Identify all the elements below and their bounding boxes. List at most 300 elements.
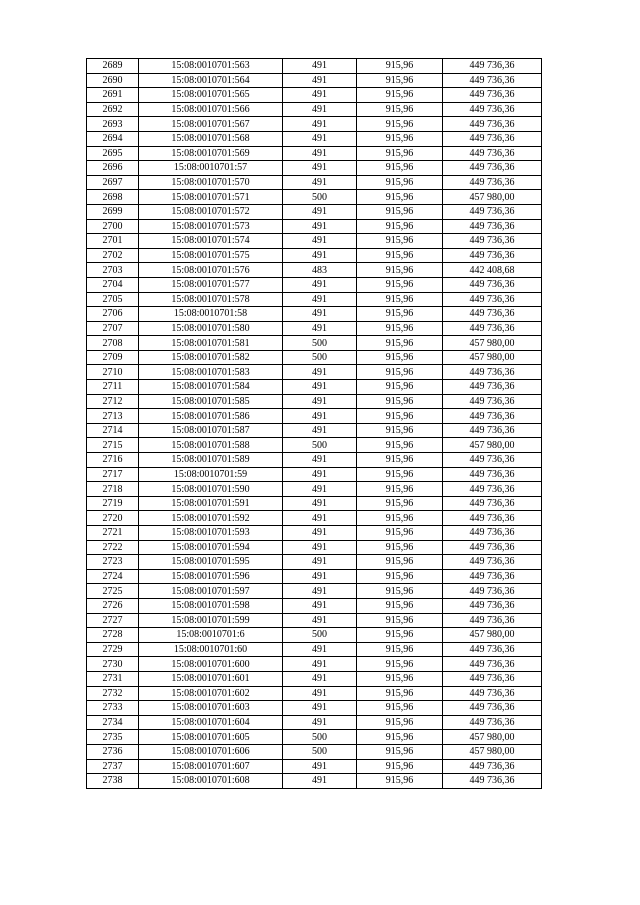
table-row xyxy=(87,744,542,759)
specific-value-cell: 915,96 xyxy=(357,350,443,365)
row-number-cell: 2727 xyxy=(87,613,139,628)
area-cell: 500 xyxy=(283,744,357,759)
row-number-cell: 2689 xyxy=(87,59,139,74)
specific-value-cell: 915,96 xyxy=(357,117,443,132)
cadastral-value-cell: 449 736,36 xyxy=(443,131,542,146)
table-row xyxy=(87,584,542,599)
row-number-cell: 2733 xyxy=(87,701,139,716)
area-cell: 491 xyxy=(283,759,357,774)
cadastral-value-cell: 449 736,36 xyxy=(443,657,542,672)
table-row xyxy=(87,350,542,365)
cadastral-number-cell: 15:08:0010701:588 xyxy=(139,438,283,453)
cadastral-number-cell: 15:08:0010701:563 xyxy=(139,59,283,74)
area-cell: 491 xyxy=(283,88,357,103)
cadastral-value-cell: 449 736,36 xyxy=(443,117,542,132)
area-cell: 483 xyxy=(283,263,357,278)
row-number-cell: 2710 xyxy=(87,365,139,380)
table-row xyxy=(87,730,542,745)
table-row xyxy=(87,190,542,205)
area-cell: 491 xyxy=(283,613,357,628)
row-number-cell: 2691 xyxy=(87,88,139,103)
cadastral-number-cell: 15:08:0010701:582 xyxy=(139,350,283,365)
area-cell: 491 xyxy=(283,321,357,336)
row-number-cell: 2693 xyxy=(87,117,139,132)
cadastral-number-cell: 15:08:0010701:567 xyxy=(139,117,283,132)
area-cell: 491 xyxy=(283,686,357,701)
area-cell: 491 xyxy=(283,277,357,292)
table-row xyxy=(87,219,542,234)
row-number-cell: 2721 xyxy=(87,526,139,541)
cadastral-value-cell: 449 736,36 xyxy=(443,321,542,336)
cadastral-number-cell: 15:08:0010701:600 xyxy=(139,657,283,672)
cadastral-value-cell: 449 736,36 xyxy=(443,569,542,584)
table-row xyxy=(87,409,542,424)
cadastral-value-cell: 449 736,36 xyxy=(443,453,542,468)
specific-value-cell: 915,96 xyxy=(357,628,443,643)
table-row xyxy=(87,307,542,322)
cadastral-value-cell: 449 736,36 xyxy=(443,759,542,774)
table-row xyxy=(87,146,542,161)
cadastral-number-cell: 15:08:0010701:570 xyxy=(139,175,283,190)
cadastral-number-cell: 15:08:0010701:574 xyxy=(139,234,283,249)
row-number-cell: 2722 xyxy=(87,540,139,555)
table-row xyxy=(87,701,542,716)
cadastral-value-cell: 449 736,36 xyxy=(443,175,542,190)
cadastral-number-cell: 15:08:0010701:605 xyxy=(139,730,283,745)
row-number-cell: 2698 xyxy=(87,190,139,205)
table-row xyxy=(87,175,542,190)
area-cell: 491 xyxy=(283,482,357,497)
area-cell: 491 xyxy=(283,467,357,482)
cadastral-value-cell: 449 736,36 xyxy=(443,642,542,657)
area-cell: 491 xyxy=(283,73,357,88)
table-row xyxy=(87,438,542,453)
table-row xyxy=(87,365,542,380)
area-cell: 491 xyxy=(283,526,357,541)
specific-value-cell: 915,96 xyxy=(357,336,443,351)
specific-value-cell: 915,96 xyxy=(357,598,443,613)
cadastral-value-cell: 449 736,36 xyxy=(443,423,542,438)
cadastral-value-cell: 457 980,00 xyxy=(443,190,542,205)
cadastral-number-cell: 15:08:0010701:607 xyxy=(139,759,283,774)
cadastral-number-cell: 15:08:0010701:606 xyxy=(139,744,283,759)
row-number-cell: 2707 xyxy=(87,321,139,336)
specific-value-cell: 915,96 xyxy=(357,482,443,497)
row-number-cell: 2714 xyxy=(87,423,139,438)
area-cell: 491 xyxy=(283,423,357,438)
specific-value-cell: 915,96 xyxy=(357,102,443,117)
row-number-cell: 2699 xyxy=(87,204,139,219)
table-row xyxy=(87,496,542,511)
area-cell: 491 xyxy=(283,365,357,380)
table-row xyxy=(87,774,542,789)
row-number-cell: 2715 xyxy=(87,438,139,453)
cadastral-number-cell: 15:08:0010701:58 xyxy=(139,307,283,322)
table-body xyxy=(87,59,542,789)
cadastral-value-cell: 457 980,00 xyxy=(443,744,542,759)
row-number-cell: 2700 xyxy=(87,219,139,234)
row-number-cell: 2716 xyxy=(87,453,139,468)
area-cell: 491 xyxy=(283,117,357,132)
cadastral-number-cell: 15:08:0010701:597 xyxy=(139,584,283,599)
cadastral-number-cell: 15:08:0010701:568 xyxy=(139,131,283,146)
specific-value-cell: 915,96 xyxy=(357,715,443,730)
specific-value-cell: 915,96 xyxy=(357,671,443,686)
table-row xyxy=(87,321,542,336)
cadastral-number-cell: 15:08:0010701:592 xyxy=(139,511,283,526)
cadastral-value-cell: 449 736,36 xyxy=(443,292,542,307)
area-cell: 500 xyxy=(283,350,357,365)
cadastral-value-cell: 449 736,36 xyxy=(443,526,542,541)
table-row xyxy=(87,657,542,672)
cadastral-value-cell: 449 736,36 xyxy=(443,496,542,511)
area-cell: 491 xyxy=(283,657,357,672)
cadastral-number-cell: 15:08:0010701:596 xyxy=(139,569,283,584)
cadastral-value-cell: 449 736,36 xyxy=(443,701,542,716)
row-number-cell: 2695 xyxy=(87,146,139,161)
row-number-cell: 2701 xyxy=(87,234,139,249)
row-number-cell: 2737 xyxy=(87,759,139,774)
row-number-cell: 2706 xyxy=(87,307,139,322)
table-row xyxy=(87,671,542,686)
specific-value-cell: 915,96 xyxy=(357,307,443,322)
table-row xyxy=(87,394,542,409)
table-row xyxy=(87,613,542,628)
area-cell: 491 xyxy=(283,540,357,555)
table-row xyxy=(87,453,542,468)
cadastral-value-cell: 457 980,00 xyxy=(443,438,542,453)
cadastral-number-cell: 15:08:0010701:598 xyxy=(139,598,283,613)
area-cell: 500 xyxy=(283,336,357,351)
specific-value-cell: 915,96 xyxy=(357,657,443,672)
table-row xyxy=(87,59,542,74)
area-cell: 491 xyxy=(283,555,357,570)
specific-value-cell: 915,96 xyxy=(357,774,443,789)
row-number-cell: 2731 xyxy=(87,671,139,686)
cadastral-number-cell: 15:08:0010701:593 xyxy=(139,526,283,541)
specific-value-cell: 915,96 xyxy=(357,277,443,292)
cadastral-value-cell: 457 980,00 xyxy=(443,730,542,745)
cadastral-number-cell: 15:08:0010701:602 xyxy=(139,686,283,701)
table-row xyxy=(87,526,542,541)
specific-value-cell: 915,96 xyxy=(357,175,443,190)
specific-value-cell: 915,96 xyxy=(357,467,443,482)
cadastral-number-cell: 15:08:0010701:577 xyxy=(139,277,283,292)
cadastral-value-cell: 449 736,36 xyxy=(443,146,542,161)
cadastral-value-cell: 449 736,36 xyxy=(443,380,542,395)
area-cell: 491 xyxy=(283,701,357,716)
specific-value-cell: 915,96 xyxy=(357,744,443,759)
area-cell: 491 xyxy=(283,569,357,584)
row-number-cell: 2738 xyxy=(87,774,139,789)
cadastral-value-cell: 449 736,36 xyxy=(443,555,542,570)
area-cell: 491 xyxy=(283,394,357,409)
row-number-cell: 2725 xyxy=(87,584,139,599)
row-number-cell: 2735 xyxy=(87,730,139,745)
area-cell: 491 xyxy=(283,146,357,161)
cadastral-value-cell: 449 736,36 xyxy=(443,219,542,234)
cadastral-value-cell: 449 736,36 xyxy=(443,277,542,292)
area-cell: 491 xyxy=(283,131,357,146)
cadastral-value-cell: 449 736,36 xyxy=(443,686,542,701)
row-number-cell: 2702 xyxy=(87,248,139,263)
table-row xyxy=(87,511,542,526)
cadastral-number-cell: 15:08:0010701:566 xyxy=(139,102,283,117)
area-cell: 491 xyxy=(283,292,357,307)
row-number-cell: 2692 xyxy=(87,102,139,117)
table-row xyxy=(87,248,542,263)
area-cell: 491 xyxy=(283,59,357,74)
cadastral-number-cell: 15:08:0010701:576 xyxy=(139,263,283,278)
specific-value-cell: 915,96 xyxy=(357,146,443,161)
cadastral-number-cell: 15:08:0010701:569 xyxy=(139,146,283,161)
specific-value-cell: 915,96 xyxy=(357,438,443,453)
area-cell: 500 xyxy=(283,628,357,643)
area-cell: 491 xyxy=(283,642,357,657)
table-row xyxy=(87,292,542,307)
cadastral-value-cell: 449 736,36 xyxy=(443,584,542,599)
cadastral-value-cell: 449 736,36 xyxy=(443,73,542,88)
specific-value-cell: 915,96 xyxy=(357,248,443,263)
specific-value-cell: 915,96 xyxy=(357,131,443,146)
area-cell: 491 xyxy=(283,496,357,511)
cadastral-number-cell: 15:08:0010701:591 xyxy=(139,496,283,511)
row-number-cell: 2705 xyxy=(87,292,139,307)
specific-value-cell: 915,96 xyxy=(357,540,443,555)
cadastral-number-cell: 15:08:0010701:587 xyxy=(139,423,283,438)
row-number-cell: 2724 xyxy=(87,569,139,584)
cadastral-number-cell: 15:08:0010701:599 xyxy=(139,613,283,628)
specific-value-cell: 915,96 xyxy=(357,161,443,176)
table-row xyxy=(87,234,542,249)
table-row xyxy=(87,569,542,584)
cadastral-value-cell: 457 980,00 xyxy=(443,336,542,351)
row-number-cell: 2720 xyxy=(87,511,139,526)
cadastral-value-cell: 449 736,36 xyxy=(443,88,542,103)
cadastral-number-cell: 15:08:0010701:601 xyxy=(139,671,283,686)
cadastral-value-cell: 449 736,36 xyxy=(443,234,542,249)
table-row xyxy=(87,628,542,643)
specific-value-cell: 915,96 xyxy=(357,204,443,219)
row-number-cell: 2696 xyxy=(87,161,139,176)
table-row xyxy=(87,102,542,117)
area-cell: 491 xyxy=(283,584,357,599)
cadastral-value-cell: 442 408,68 xyxy=(443,263,542,278)
area-cell: 491 xyxy=(283,671,357,686)
table-row xyxy=(87,759,542,774)
cadastral-value-cell: 449 736,36 xyxy=(443,307,542,322)
cadastral-value-cell: 449 736,36 xyxy=(443,540,542,555)
row-number-cell: 2723 xyxy=(87,555,139,570)
table-row xyxy=(87,88,542,103)
row-number-cell: 2736 xyxy=(87,744,139,759)
area-cell: 491 xyxy=(283,234,357,249)
table-row xyxy=(87,540,542,555)
cadastral-number-cell: 15:08:0010701:590 xyxy=(139,482,283,497)
row-number-cell: 2690 xyxy=(87,73,139,88)
area-cell: 500 xyxy=(283,730,357,745)
area-cell: 491 xyxy=(283,161,357,176)
area-cell: 491 xyxy=(283,248,357,263)
cadastral-value-cell: 457 980,00 xyxy=(443,350,542,365)
specific-value-cell: 915,96 xyxy=(357,453,443,468)
specific-value-cell: 915,96 xyxy=(357,409,443,424)
specific-value-cell: 915,96 xyxy=(357,73,443,88)
cadastral-number-cell: 15:08:0010701:60 xyxy=(139,642,283,657)
row-number-cell: 2734 xyxy=(87,715,139,730)
cadastral-number-cell: 15:08:0010701:583 xyxy=(139,365,283,380)
specific-value-cell: 915,96 xyxy=(357,59,443,74)
row-number-cell: 2719 xyxy=(87,496,139,511)
row-number-cell: 2730 xyxy=(87,657,139,672)
specific-value-cell: 915,96 xyxy=(357,526,443,541)
cadastral-value-cell: 449 736,36 xyxy=(443,204,542,219)
cadastral-number-cell: 15:08:0010701:584 xyxy=(139,380,283,395)
table-row xyxy=(87,161,542,176)
row-number-cell: 2711 xyxy=(87,380,139,395)
specific-value-cell: 915,96 xyxy=(357,234,443,249)
specific-value-cell: 915,96 xyxy=(357,365,443,380)
area-cell: 491 xyxy=(283,219,357,234)
area-cell: 491 xyxy=(283,175,357,190)
row-number-cell: 2697 xyxy=(87,175,139,190)
row-number-cell: 2694 xyxy=(87,131,139,146)
specific-value-cell: 915,96 xyxy=(357,759,443,774)
area-cell: 491 xyxy=(283,307,357,322)
cadastral-number-cell: 15:08:0010701:578 xyxy=(139,292,283,307)
table-row xyxy=(87,131,542,146)
specific-value-cell: 915,96 xyxy=(357,686,443,701)
cadastral-value-table xyxy=(86,58,542,789)
table-row xyxy=(87,423,542,438)
cadastral-number-cell: 15:08:0010701:581 xyxy=(139,336,283,351)
table-row xyxy=(87,598,542,613)
row-number-cell: 2709 xyxy=(87,350,139,365)
cadastral-number-cell: 15:08:0010701:6 xyxy=(139,628,283,643)
cadastral-number-cell: 15:08:0010701:586 xyxy=(139,409,283,424)
cadastral-value-cell: 449 736,36 xyxy=(443,467,542,482)
specific-value-cell: 915,96 xyxy=(357,380,443,395)
cadastral-value-cell: 449 736,36 xyxy=(443,715,542,730)
table-row xyxy=(87,380,542,395)
row-number-cell: 2704 xyxy=(87,277,139,292)
row-number-cell: 2712 xyxy=(87,394,139,409)
area-cell: 491 xyxy=(283,511,357,526)
cadastral-value-cell: 449 736,36 xyxy=(443,671,542,686)
cadastral-number-cell: 15:08:0010701:575 xyxy=(139,248,283,263)
area-cell: 500 xyxy=(283,438,357,453)
cadastral-value-cell: 449 736,36 xyxy=(443,161,542,176)
cadastral-number-cell: 15:08:0010701:589 xyxy=(139,453,283,468)
row-number-cell: 2728 xyxy=(87,628,139,643)
cadastral-number-cell: 15:08:0010701:585 xyxy=(139,394,283,409)
cadastral-value-cell: 449 736,36 xyxy=(443,482,542,497)
area-cell: 491 xyxy=(283,102,357,117)
area-cell: 491 xyxy=(283,715,357,730)
specific-value-cell: 915,96 xyxy=(357,511,443,526)
cadastral-value-cell: 449 736,36 xyxy=(443,774,542,789)
cadastral-number-cell: 15:08:0010701:594 xyxy=(139,540,283,555)
table-row xyxy=(87,336,542,351)
row-number-cell: 2732 xyxy=(87,686,139,701)
area-cell: 500 xyxy=(283,190,357,205)
table-row xyxy=(87,555,542,570)
row-number-cell: 2729 xyxy=(87,642,139,657)
row-number-cell: 2726 xyxy=(87,598,139,613)
cadastral-number-cell: 15:08:0010701:573 xyxy=(139,219,283,234)
specific-value-cell: 915,96 xyxy=(357,701,443,716)
area-cell: 491 xyxy=(283,774,357,789)
specific-value-cell: 915,96 xyxy=(357,555,443,570)
table-row xyxy=(87,686,542,701)
cadastral-number-cell: 15:08:0010701:603 xyxy=(139,701,283,716)
specific-value-cell: 915,96 xyxy=(357,321,443,336)
cadastral-number-cell: 15:08:0010701:571 xyxy=(139,190,283,205)
cadastral-value-cell: 449 736,36 xyxy=(443,59,542,74)
cadastral-value-cell: 449 736,36 xyxy=(443,598,542,613)
cadastral-number-cell: 15:08:0010701:595 xyxy=(139,555,283,570)
cadastral-value-cell: 449 736,36 xyxy=(443,248,542,263)
row-number-cell: 2703 xyxy=(87,263,139,278)
area-cell: 491 xyxy=(283,204,357,219)
specific-value-cell: 915,96 xyxy=(357,423,443,438)
specific-value-cell: 915,96 xyxy=(357,292,443,307)
table-row xyxy=(87,642,542,657)
table-row xyxy=(87,263,542,278)
area-cell: 491 xyxy=(283,598,357,613)
area-cell: 491 xyxy=(283,380,357,395)
specific-value-cell: 915,96 xyxy=(357,190,443,205)
row-number-cell: 2717 xyxy=(87,467,139,482)
specific-value-cell: 915,96 xyxy=(357,88,443,103)
table-row xyxy=(87,277,542,292)
cadastral-number-cell: 15:08:0010701:608 xyxy=(139,774,283,789)
cadastral-value-cell: 449 736,36 xyxy=(443,102,542,117)
cadastral-number-cell: 15:08:0010701:59 xyxy=(139,467,283,482)
specific-value-cell: 915,96 xyxy=(357,642,443,657)
cadastral-number-cell: 15:08:0010701:57 xyxy=(139,161,283,176)
specific-value-cell: 915,96 xyxy=(357,263,443,278)
specific-value-cell: 915,96 xyxy=(357,613,443,628)
cadastral-value-cell: 449 736,36 xyxy=(443,409,542,424)
specific-value-cell: 915,96 xyxy=(357,569,443,584)
area-cell: 491 xyxy=(283,409,357,424)
table-row xyxy=(87,482,542,497)
cadastral-value-cell: 449 736,36 xyxy=(443,613,542,628)
row-number-cell: 2713 xyxy=(87,409,139,424)
specific-value-cell: 915,96 xyxy=(357,584,443,599)
cadastral-number-cell: 15:08:0010701:565 xyxy=(139,88,283,103)
table-row xyxy=(87,467,542,482)
cadastral-value-cell: 449 736,36 xyxy=(443,394,542,409)
specific-value-cell: 915,96 xyxy=(357,730,443,745)
cadastral-value-cell: 457 980,00 xyxy=(443,628,542,643)
cadastral-number-cell: 15:08:0010701:580 xyxy=(139,321,283,336)
cadastral-number-cell: 15:08:0010701:572 xyxy=(139,204,283,219)
cadastral-number-cell: 15:08:0010701:604 xyxy=(139,715,283,730)
table-row xyxy=(87,204,542,219)
row-number-cell: 2718 xyxy=(87,482,139,497)
cadastral-number-cell: 15:08:0010701:564 xyxy=(139,73,283,88)
table-row xyxy=(87,117,542,132)
specific-value-cell: 915,96 xyxy=(357,394,443,409)
cadastral-value-cell: 449 736,36 xyxy=(443,511,542,526)
cadastral-value-cell: 449 736,36 xyxy=(443,365,542,380)
row-number-cell: 2708 xyxy=(87,336,139,351)
table-row xyxy=(87,715,542,730)
table-row xyxy=(87,73,542,88)
specific-value-cell: 915,96 xyxy=(357,219,443,234)
